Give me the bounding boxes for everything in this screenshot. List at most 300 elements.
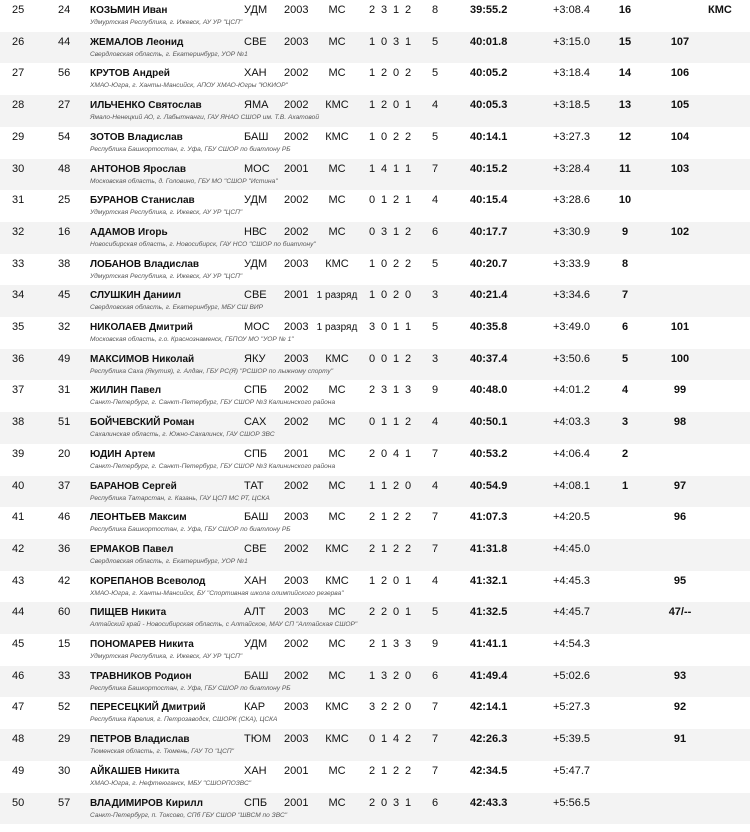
place-cell: 29 [12, 130, 25, 143]
shooting-stage-misses: 1 [380, 764, 388, 777]
shooting-stage-misses: 4 [380, 162, 388, 175]
athlete-name: ПЕРЕСЕЦКИЙ Дмитрий [90, 702, 206, 714]
shooting-stage-misses: 0 [392, 67, 400, 80]
table-row [0, 444, 750, 476]
shooting-misses [366, 638, 414, 651]
points-cell: 3 [621, 416, 629, 429]
place-cell: 34 [12, 289, 25, 302]
shooting-stage-misses: 2 [404, 225, 412, 238]
points-cell: 14 [618, 67, 632, 80]
bib-cell: 48 [58, 162, 71, 175]
shooting-stage-misses: 2 [404, 542, 412, 555]
athlete-name: ПИЩЕВ Никита [90, 607, 167, 619]
time-behind-cell: +3:18.5 [553, 99, 591, 112]
birth-year-cell: 2003 [284, 574, 309, 587]
time-behind-cell: +4:20.5 [553, 511, 591, 524]
shooting-stage-misses: 1 [368, 99, 376, 112]
region-cell: СПБ [244, 447, 268, 460]
cup-points-cell: 91 [673, 733, 687, 746]
cup-points-cell: 106 [670, 67, 690, 80]
sport-rank-cell: КМС [325, 701, 349, 714]
athlete-name: ПОНОМАРЕВ Никита [90, 639, 194, 650]
shooting-stage-misses: 1 [368, 289, 376, 302]
shooting-misses [366, 448, 414, 461]
sport-rank-cell: МС [328, 4, 346, 16]
result-time-cell: 40:05.3 [470, 99, 508, 112]
table-row [0, 761, 750, 793]
shooting-stage-misses: 0 [380, 321, 388, 333]
result-time-cell: 39:55.2 [470, 4, 508, 16]
total-misses-cell: 6 [432, 669, 439, 682]
athlete-name: БАРАНОВ Сергей [90, 480, 177, 492]
result-time-cell: 40:53.2 [470, 447, 508, 460]
shooting-stage-misses: 2 [380, 574, 388, 587]
shooting-stage-misses: 3 [404, 638, 412, 650]
club-info: Республика Татарстан, г. Казань, ГАУ ЦСП МС РТ, ЦСКА [90, 494, 270, 502]
birth-year-cell: 2001 [284, 289, 309, 302]
time-behind-cell: +3:15.0 [553, 35, 591, 48]
time-behind-cell: +3:28.6 [553, 194, 591, 207]
athlete-name: ЮДИН Артем [90, 448, 156, 460]
place-cell: 25 [12, 4, 25, 16]
shooting-stage-misses: 1 [404, 796, 412, 809]
shooting-stage-misses: 1 [380, 479, 388, 492]
table-row [0, 285, 750, 317]
result-time-cell: 41:49.4 [470, 669, 508, 682]
shooting-stage-misses: 2 [380, 67, 388, 80]
shooting-stage-misses: 2 [404, 733, 412, 746]
total-misses-cell: 7 [432, 511, 439, 524]
sport-rank-cell: МС [328, 384, 346, 397]
shooting-stage-misses: 4 [392, 447, 400, 460]
table-row [0, 697, 750, 729]
club-info: Республика Башкортостан, г. Уфа, ГБУ СШОР по биатлону РБ [90, 145, 291, 153]
bib-cell: 30 [58, 764, 71, 777]
points-cell: 1 [621, 479, 629, 492]
shooting-stage-misses: 0 [404, 289, 412, 302]
shooting-stage-misses: 2 [404, 416, 412, 429]
result-time-cell: 41:41.1 [470, 638, 508, 650]
table-row [0, 476, 750, 508]
place-cell: 37 [12, 384, 25, 397]
table-row [0, 349, 750, 381]
region-cell: САХ [244, 416, 267, 429]
points-cell: 16 [618, 4, 632, 16]
points-cell: 5 [621, 352, 629, 365]
region-cell: ХАН [244, 67, 267, 80]
bib-cell: 45 [58, 289, 71, 302]
shooting-stage-misses: 1 [404, 35, 412, 48]
region-cell: УДМ [244, 4, 268, 16]
shooting-stage-misses: 2 [380, 701, 388, 714]
place-cell: 48 [12, 733, 25, 746]
bib-cell: 33 [58, 669, 71, 682]
shooting-stage-misses: 3 [392, 638, 400, 650]
athlete-name: ИЛЬЧЕНКО Святослав [90, 100, 202, 112]
time-behind-cell: +4:01.2 [553, 384, 591, 397]
shooting-stage-misses: 1 [404, 321, 412, 333]
club-info: Московская область, г.о. Краснознаменск, ГБПОУ МО "УОР № 1" [90, 336, 294, 343]
bib-cell: 51 [58, 416, 71, 429]
shooting-misses [366, 194, 414, 207]
place-cell: 42 [12, 542, 25, 555]
birth-year-cell: 2003 [284, 352, 309, 365]
shooting-stage-misses: 2 [368, 542, 376, 555]
shooting-stage-misses: 2 [392, 479, 400, 492]
athlete-name: АНТОНОВ Ярослав [90, 163, 186, 175]
points-cell: 8 [621, 257, 629, 270]
shooting-stage-misses: 1 [392, 416, 400, 429]
time-behind-cell: +4:45.7 [553, 606, 591, 619]
result-time-cell: 40:17.7 [470, 225, 508, 238]
bib-cell: 46 [58, 511, 71, 524]
shooting-stage-misses: 0 [404, 701, 412, 714]
shooting-stage-misses: 2 [368, 4, 376, 16]
total-misses-cell: 4 [432, 416, 439, 429]
shooting-stage-misses: 0 [380, 796, 388, 809]
shooting-stage-misses: 3 [392, 796, 400, 809]
athlete-name: ВЛАДИМИРОВ Кирилл [90, 797, 203, 809]
result-time-cell: 40:05.2 [470, 67, 508, 80]
result-time-cell: 42:14.1 [470, 701, 508, 714]
shooting-stage-misses: 3 [380, 384, 388, 397]
place-cell: 45 [12, 638, 25, 650]
result-time-cell: 42:43.3 [470, 796, 508, 809]
birth-year-cell: 2003 [284, 257, 309, 270]
table-row [0, 127, 750, 159]
table-row [0, 571, 750, 603]
birth-year-cell: 2002 [284, 225, 309, 238]
athlete-name: ЗОТОВ Владислав [90, 131, 183, 143]
shooting-stage-misses: 2 [392, 764, 400, 777]
bib-cell: 24 [58, 4, 71, 16]
total-misses-cell: 7 [432, 447, 439, 460]
bib-cell: 16 [58, 225, 71, 238]
region-cell: НВС [244, 225, 267, 238]
total-misses-cell: 9 [432, 638, 439, 650]
cup-points-cell: 95 [673, 574, 687, 587]
shooting-misses [366, 416, 414, 429]
bib-cell: 20 [58, 447, 71, 460]
bib-cell: 38 [58, 257, 71, 270]
shooting-misses [366, 765, 414, 778]
birth-year-cell: 2002 [284, 99, 309, 112]
shooting-stage-misses: 3 [368, 701, 376, 714]
birth-year-cell: 2001 [284, 796, 309, 809]
athlete-name: БОЙЧЕВСКИЙ Роман [90, 417, 195, 429]
shooting-stage-misses: 0 [404, 669, 412, 682]
birth-year-cell: 2001 [284, 447, 309, 460]
place-cell: 38 [12, 416, 25, 429]
athlete-name: ЖЕМАЛОВ Леонид [90, 36, 184, 48]
shooting-misses [366, 543, 414, 556]
shooting-misses [366, 606, 414, 619]
points-cell: 7 [621, 289, 629, 302]
place-cell: 27 [12, 67, 25, 80]
bib-cell: 56 [58, 67, 71, 80]
club-info: Сахалинская область, г. Южно-Сахалинск, ГАУ СШОР ЗВС [90, 431, 275, 439]
sport-rank-cell: МС [328, 606, 346, 619]
place-cell: 41 [12, 511, 25, 524]
points-cell: 11 [619, 162, 631, 175]
shooting-stage-misses: 2 [392, 289, 400, 302]
total-misses-cell: 5 [432, 67, 439, 80]
result-time-cell: 40:20.7 [470, 257, 508, 270]
shooting-stage-misses: 2 [392, 669, 400, 682]
shooting-misses [366, 226, 414, 239]
result-time-cell: 40:48.0 [470, 384, 508, 397]
cup-points-cell: 103 [670, 162, 690, 175]
bib-cell: 32 [58, 321, 71, 333]
shooting-stage-misses: 2 [404, 130, 412, 143]
shooting-stage-misses: 0 [368, 733, 376, 746]
club-info: Удмуртская Республика, г. Ижевск, АУ УР "ЦСП" [90, 272, 243, 280]
region-cell: ХАН [244, 574, 267, 587]
club-info: Свердловская область, г. Екатеринбург, УОР №1 [90, 557, 248, 565]
table-row [0, 63, 750, 95]
time-behind-cell: +3:27.3 [553, 130, 591, 143]
region-cell: БАШ [244, 130, 269, 143]
club-info: ХМАО-Югра, г. Нефтеюганск, МБУ "СШОРПОЗВС" [90, 779, 252, 787]
shooting-stage-misses: 2 [392, 511, 400, 524]
shooting-stage-misses: 2 [392, 701, 400, 714]
shooting-stage-misses: 0 [368, 225, 376, 238]
athlete-name: СЛУШКИН Даниил [90, 290, 181, 302]
time-behind-cell: +3:30.9 [553, 225, 591, 238]
total-misses-cell: 9 [432, 384, 439, 397]
region-cell: УДМ [244, 257, 268, 270]
shooting-stage-misses: 1 [368, 574, 376, 587]
club-info: Ямало-Ненецкий АО, г. Лабытнанги, ГАУ ЯНАО СШОР им. Т.В. Ахатовой [90, 114, 320, 122]
result-time-cell: 40:54.9 [470, 479, 508, 492]
total-misses-cell: 7 [432, 701, 439, 714]
birth-year-cell: 2001 [284, 764, 309, 777]
birth-year-cell: 2003 [284, 511, 309, 524]
shooting-stage-misses: 1 [368, 67, 376, 80]
result-time-cell: 41:07.3 [470, 511, 508, 524]
region-cell: СВЕ [244, 289, 267, 302]
shooting-misses [366, 36, 414, 49]
shooting-stage-misses: 1 [368, 35, 376, 48]
total-misses-cell: 3 [432, 289, 439, 302]
shooting-stage-misses: 1 [404, 99, 412, 112]
birth-year-cell: 2002 [284, 130, 309, 143]
time-behind-cell: +3:49.0 [553, 321, 591, 333]
club-info: ХМАО-Югра, г. Ханты-Мансийск, БУ "Спортивная школа олимпийского резерва" [90, 589, 344, 597]
time-behind-cell: +4:08.1 [553, 479, 591, 492]
bib-cell: 44 [58, 35, 71, 48]
time-behind-cell: +5:27.3 [553, 701, 591, 714]
region-cell: КАР [244, 701, 266, 714]
table-row [0, 634, 750, 666]
table-row [0, 412, 750, 444]
points-cell: 15 [618, 35, 632, 48]
shooting-misses [366, 131, 414, 144]
region-cell: УДМ [244, 194, 268, 207]
cup-points-cell: 98 [673, 416, 687, 429]
shooting-stage-misses: 2 [392, 194, 400, 207]
club-info: Республика Башкортостан, г. Уфа, ГБУ СШОР по биатлону РБ [90, 526, 291, 534]
cup-points-cell: 104 [670, 130, 690, 143]
shooting-stage-misses: 2 [404, 764, 412, 777]
club-info: Республика Саха (Якутия), г. Алдан, ГБУ РС(Я) "РСШОР по лыжному спорту" [90, 367, 334, 375]
result-time-cell: 40:35.8 [470, 321, 508, 333]
club-info: Удмуртская Республика, г. Ижевск, АУ УР "ЦСП" [90, 653, 243, 660]
table-row [0, 729, 750, 761]
region-cell: МОС [244, 162, 270, 175]
shooting-misses [366, 4, 414, 17]
result-time-cell: 41:32.1 [470, 574, 508, 587]
shooting-misses [366, 353, 414, 366]
shooting-stage-misses: 1 [392, 4, 400, 16]
qualification-cell: КМС [708, 4, 732, 16]
place-cell: 39 [12, 447, 25, 460]
shooting-stage-misses: 2 [404, 511, 412, 524]
bib-cell: 42 [58, 574, 71, 587]
club-info: ХМАО-Югра, г. Ханты-Мансийск, АПОУ ХМАО-Югры "ЮКИОР" [90, 82, 288, 90]
region-cell: СВЕ [244, 542, 267, 555]
result-time-cell: 41:31.8 [470, 542, 508, 555]
shooting-stage-misses: 0 [380, 352, 388, 365]
sport-rank-cell: МС [328, 162, 346, 175]
athlete-name: НИКОЛАЕВ Дмитрий [90, 322, 193, 333]
time-behind-cell: +5:39.5 [553, 733, 591, 746]
region-cell: ЯМА [244, 99, 269, 112]
shooting-stage-misses: 1 [380, 638, 388, 650]
shooting-misses [366, 511, 414, 524]
result-time-cell: 40:14.1 [470, 130, 508, 143]
table-row [0, 602, 750, 634]
table-row [0, 666, 750, 698]
time-behind-cell: +5:56.5 [553, 796, 591, 809]
shooting-stage-misses: 1 [404, 574, 412, 587]
birth-year-cell: 2001 [284, 162, 309, 175]
table-row [0, 95, 750, 127]
total-misses-cell: 7 [432, 542, 439, 555]
athlete-name: АДАМОВ Игорь [90, 226, 168, 238]
shooting-stage-misses: 1 [380, 194, 388, 207]
place-cell: 49 [12, 764, 25, 777]
birth-year-cell: 2003 [284, 321, 309, 333]
cup-points-cell: 102 [670, 225, 690, 238]
shooting-misses [366, 67, 414, 80]
shooting-misses [366, 733, 414, 746]
athlete-name: КРУТОВ Андрей [90, 68, 170, 80]
result-time-cell: 41:32.5 [470, 606, 508, 619]
shooting-stage-misses: 0 [368, 352, 376, 365]
shooting-stage-misses: 1 [368, 479, 376, 492]
sport-rank-cell: КМС [325, 99, 349, 112]
time-behind-cell: +3:34.6 [553, 289, 591, 302]
points-cell: 9 [621, 225, 629, 238]
shooting-misses [366, 701, 414, 714]
sport-rank-cell: КМС [325, 733, 349, 746]
sport-rank-cell: МС [328, 638, 346, 650]
shooting-stage-misses: 2 [368, 606, 376, 619]
place-cell: 28 [12, 99, 25, 112]
shooting-stage-misses: 1 [392, 321, 400, 333]
shooting-stage-misses: 0 [392, 574, 400, 587]
sport-rank-cell: МС [328, 225, 346, 238]
result-time-cell: 40:15.2 [470, 162, 508, 175]
shooting-stage-misses: 0 [392, 99, 400, 112]
bib-cell: 37 [58, 479, 71, 492]
total-misses-cell: 4 [432, 479, 439, 492]
bib-cell: 31 [58, 384, 71, 397]
shooting-stage-misses: 3 [404, 384, 412, 397]
table-row [0, 507, 750, 539]
total-misses-cell: 5 [432, 257, 439, 270]
shooting-stage-misses: 1 [380, 733, 388, 746]
bib-cell: 15 [58, 638, 71, 650]
shooting-stage-misses: 1 [380, 416, 388, 429]
athlete-name: АЙКАШЕВ Никита [90, 765, 180, 777]
time-behind-cell: +4:54.3 [553, 638, 591, 650]
shooting-misses [366, 384, 414, 397]
bib-cell: 49 [58, 352, 71, 365]
table-row [0, 0, 750, 32]
cup-points-cell: 47/-- [668, 606, 692, 619]
athlete-name: МАКСИМОВ Николай [90, 353, 195, 365]
shooting-stage-misses: 0 [404, 479, 412, 492]
time-behind-cell: +3:33.9 [553, 257, 591, 270]
shooting-stage-misses: 2 [380, 99, 388, 112]
athlete-name: ЛЕОНТЬЕВ Максим [90, 512, 187, 524]
sport-rank-cell: МС [328, 764, 346, 777]
club-info: Новосибирская область, г. Новосибирск, ГАУ НСО "СШОР по биатлону" [90, 240, 316, 248]
bib-cell: 54 [58, 130, 71, 143]
total-misses-cell: 7 [432, 162, 439, 175]
birth-year-cell: 2003 [284, 733, 309, 746]
birth-year-cell: 2002 [284, 384, 309, 397]
shooting-misses [366, 670, 414, 683]
club-info: Удмуртская Республика, г. Ижевск, АУ УР "ЦСП" [90, 209, 243, 217]
total-misses-cell: 5 [432, 35, 439, 48]
sport-rank-cell: МС [328, 194, 346, 207]
shooting-stage-misses: 0 [380, 257, 388, 270]
shooting-misses [366, 99, 414, 112]
shooting-misses [366, 575, 414, 588]
place-cell: 31 [12, 194, 25, 207]
result-time-cell: 40:21.4 [470, 289, 508, 302]
cup-points-cell: 92 [673, 701, 687, 714]
shooting-stage-misses: 0 [380, 289, 388, 302]
region-cell: ТЮМ [244, 733, 271, 746]
place-cell: 32 [12, 225, 25, 238]
shooting-misses [366, 289, 414, 302]
birth-year-cell: 2002 [284, 416, 309, 429]
athlete-name: КОЗЬМИН Иван [90, 5, 168, 16]
shooting-stage-misses: 2 [404, 67, 412, 80]
sport-rank-cell: КМС [325, 130, 349, 143]
total-misses-cell: 4 [432, 574, 439, 587]
shooting-stage-misses: 0 [380, 130, 388, 143]
time-behind-cell: +3:28.4 [553, 162, 591, 175]
place-cell: 36 [12, 352, 25, 365]
shooting-stage-misses: 2 [380, 606, 388, 619]
cup-points-cell: 105 [670, 99, 690, 112]
club-info: Санкт-Петербург, г. Санкт-Петербург, ГБУ СШОР №3 Калининского района [90, 399, 336, 407]
shooting-stage-misses: 1 [380, 542, 388, 555]
time-behind-cell: +5:02.6 [553, 669, 591, 682]
region-cell: БАШ [244, 511, 269, 524]
points-cell: 4 [621, 384, 629, 397]
shooting-stage-misses: 3 [392, 35, 400, 48]
result-time-cell: 42:26.3 [470, 733, 508, 746]
place-cell: 50 [12, 796, 25, 809]
club-info: Республика Карелия, г. Петрозаводск, СШОРК (СКА), ЦСКА [90, 716, 278, 724]
total-misses-cell: 7 [432, 764, 439, 777]
